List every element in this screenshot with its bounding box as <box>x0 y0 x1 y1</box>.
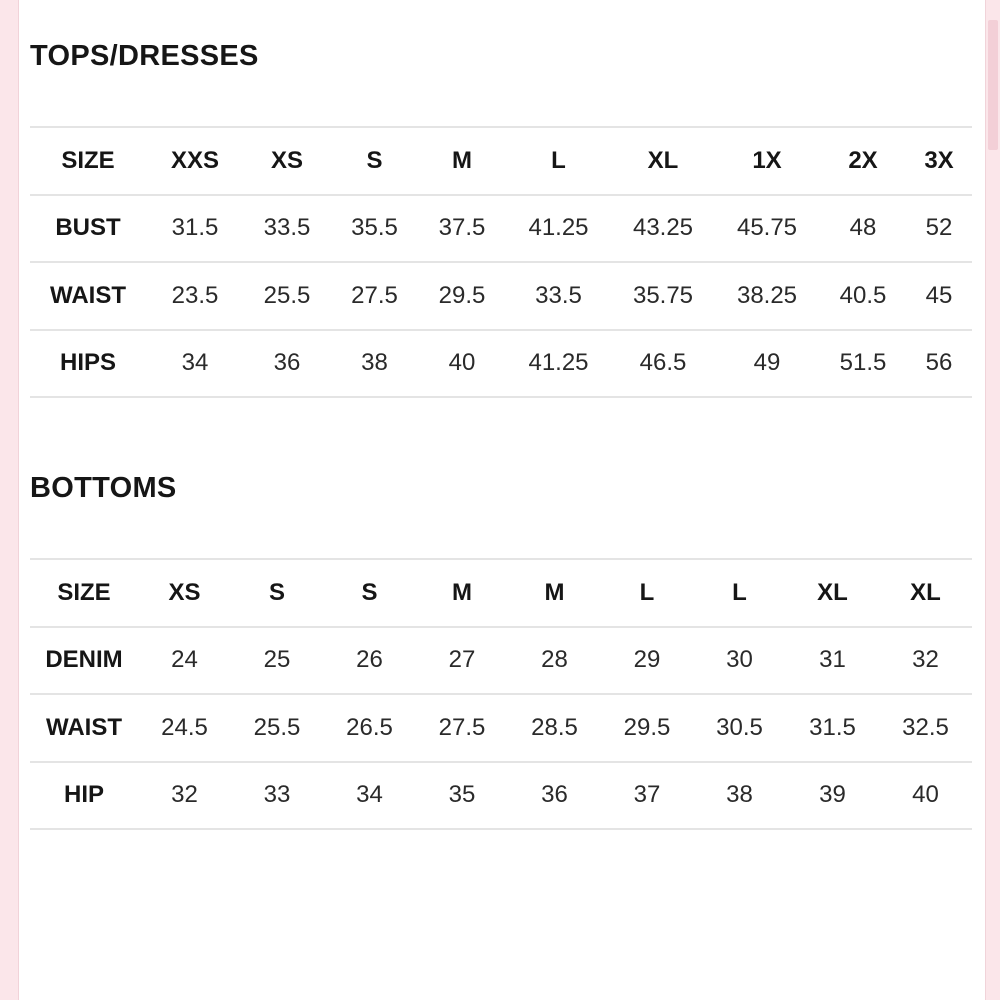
header-cell: XS <box>244 127 330 195</box>
table-cell: 25.5 <box>231 694 323 762</box>
table-cell: 32 <box>879 627 972 695</box>
bottoms-section-title: BOTTOMS <box>30 472 177 504</box>
table-cell: 35 <box>416 762 508 830</box>
table-cell: 38 <box>693 762 786 830</box>
header-cell: M <box>419 127 505 195</box>
table-cell: 38.25 <box>714 262 820 330</box>
table-cell: 34 <box>323 762 416 830</box>
table-cell: 40.5 <box>820 262 906 330</box>
row-label: HIP <box>30 762 138 830</box>
table-cell: 27.5 <box>416 694 508 762</box>
header-cell: XL <box>612 127 714 195</box>
table-cell: 33.5 <box>244 195 330 263</box>
table-cell: 24.5 <box>138 694 231 762</box>
header-cell: XL <box>786 559 879 627</box>
tops-header-row <box>30 127 972 195</box>
bottoms-size-table <box>30 558 972 830</box>
header-cell: XL <box>879 559 972 627</box>
table-cell: 45 <box>906 262 972 330</box>
table-cell: 45.75 <box>714 195 820 263</box>
table-cell: 31 <box>786 627 879 695</box>
header-cell: 2X <box>820 127 906 195</box>
table-cell: 28 <box>508 627 601 695</box>
table-cell: 31.5 <box>146 195 244 263</box>
table-cell: 41.25 <box>505 330 612 398</box>
header-cell: L <box>601 559 693 627</box>
header-cell: XXS <box>146 127 244 195</box>
table-cell: 43.25 <box>612 195 714 263</box>
header-cell: 3X <box>906 127 972 195</box>
table-cell: 46.5 <box>612 330 714 398</box>
table-cell: 32 <box>138 762 231 830</box>
table-cell: 39 <box>786 762 879 830</box>
table-cell: 38 <box>330 330 419 398</box>
table-cell: 49 <box>714 330 820 398</box>
header-cell: L <box>693 559 786 627</box>
table-row <box>30 330 972 398</box>
table-row <box>30 762 972 830</box>
table-cell: 40 <box>419 330 505 398</box>
table-cell: 34 <box>146 330 244 398</box>
table-cell: 36 <box>508 762 601 830</box>
table-cell: 35.75 <box>612 262 714 330</box>
table-cell: 30.5 <box>693 694 786 762</box>
header-cell: XS <box>138 559 231 627</box>
row-label: HIPS <box>30 330 146 398</box>
table-cell: 28.5 <box>508 694 601 762</box>
table-cell: 36 <box>244 330 330 398</box>
header-cell: SIZE <box>30 559 138 627</box>
row-label: WAIST <box>30 262 146 330</box>
left-frame <box>0 0 19 1000</box>
header-cell: 1X <box>714 127 820 195</box>
scrollbar-thumb[interactable] <box>988 20 998 150</box>
header-cell: S <box>323 559 416 627</box>
table-cell: 29 <box>601 627 693 695</box>
tops-size-table <box>30 126 972 398</box>
header-cell: M <box>416 559 508 627</box>
row-label: WAIST <box>30 694 138 762</box>
table-cell: 40 <box>879 762 972 830</box>
table-cell: 25.5 <box>244 262 330 330</box>
table-cell: 41.25 <box>505 195 612 263</box>
header-cell: M <box>508 559 601 627</box>
table-cell: 29.5 <box>419 262 505 330</box>
table-cell: 51.5 <box>820 330 906 398</box>
table-cell: 26.5 <box>323 694 416 762</box>
table-cell: 23.5 <box>146 262 244 330</box>
header-cell: S <box>231 559 323 627</box>
table-cell: 52 <box>906 195 972 263</box>
table-cell: 35.5 <box>330 195 419 263</box>
scrollbar-track[interactable] <box>985 0 1000 1000</box>
table-cell: 32.5 <box>879 694 972 762</box>
bottoms-header-row <box>30 559 972 627</box>
table-cell: 30 <box>693 627 786 695</box>
table-cell: 56 <box>906 330 972 398</box>
table-cell: 37 <box>601 762 693 830</box>
table-cell: 48 <box>820 195 906 263</box>
table-cell: 37.5 <box>419 195 505 263</box>
table-cell: 33 <box>231 762 323 830</box>
tops-section-title: TOPS/DRESSES <box>30 40 259 72</box>
table-row <box>30 262 972 330</box>
table-cell: 26 <box>323 627 416 695</box>
row-label: BUST <box>30 195 146 263</box>
table-row <box>30 694 972 762</box>
table-cell: 33.5 <box>505 262 612 330</box>
header-cell: SIZE <box>30 127 146 195</box>
table-cell: 27.5 <box>330 262 419 330</box>
table-cell: 31.5 <box>786 694 879 762</box>
row-label: DENIM <box>30 627 138 695</box>
table-row <box>30 627 972 695</box>
header-cell: L <box>505 127 612 195</box>
table-cell: 25 <box>231 627 323 695</box>
table-cell: 29.5 <box>601 694 693 762</box>
table-cell: 27 <box>416 627 508 695</box>
table-cell: 24 <box>138 627 231 695</box>
header-cell: S <box>330 127 419 195</box>
table-row <box>30 195 972 263</box>
